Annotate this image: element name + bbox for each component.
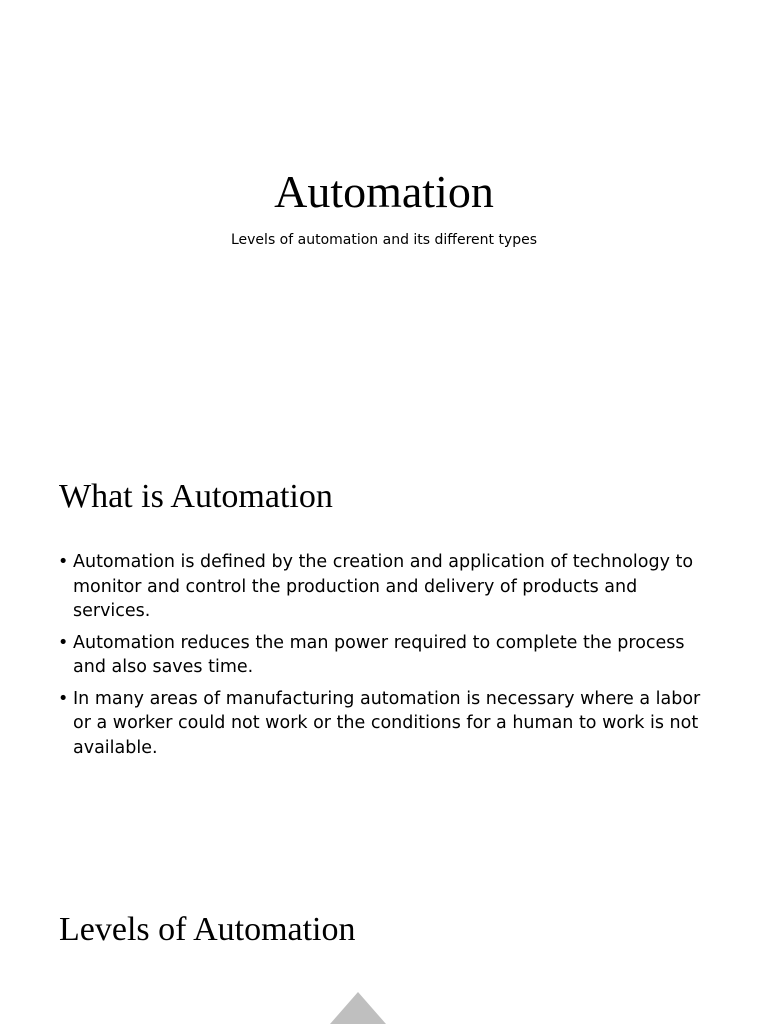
bullet-text: In many areas of manufacturing automation is necessary where a labor or a worker could not work or the conditions for a human to work is not available. — [73, 688, 701, 758]
presentation-subtitle: Levels of automation and its different types — [230, 232, 538, 248]
presentation-title: Automation — [274, 166, 494, 217]
slide-heading: Levels of Automation — [59, 911, 356, 948]
bullet-item — [58, 631, 718, 680]
slide-heading: What is Automation — [59, 478, 333, 515]
bullet-item — [58, 550, 718, 624]
bullet-dot-icon: • — [58, 688, 69, 709]
bullet-list — [58, 550, 718, 767]
triangle-shape-icon — [330, 992, 386, 1024]
bullet-text: Automation reduces the man power required to complete the process and also saves time. — [73, 632, 685, 677]
bullet-dot-icon: • — [58, 552, 69, 572]
bullet-text: Automation is defined by the creation and application of technology to monitor and control the production and delivery of products and services. — [73, 552, 694, 621]
what-is-automation-slide — [0, 432, 768, 864]
title-slide — [0, 0, 768, 432]
levels-of-automation-slide — [0, 864, 768, 1024]
bullet-dot-icon: • — [58, 632, 69, 653]
bullet-item — [58, 687, 718, 761]
